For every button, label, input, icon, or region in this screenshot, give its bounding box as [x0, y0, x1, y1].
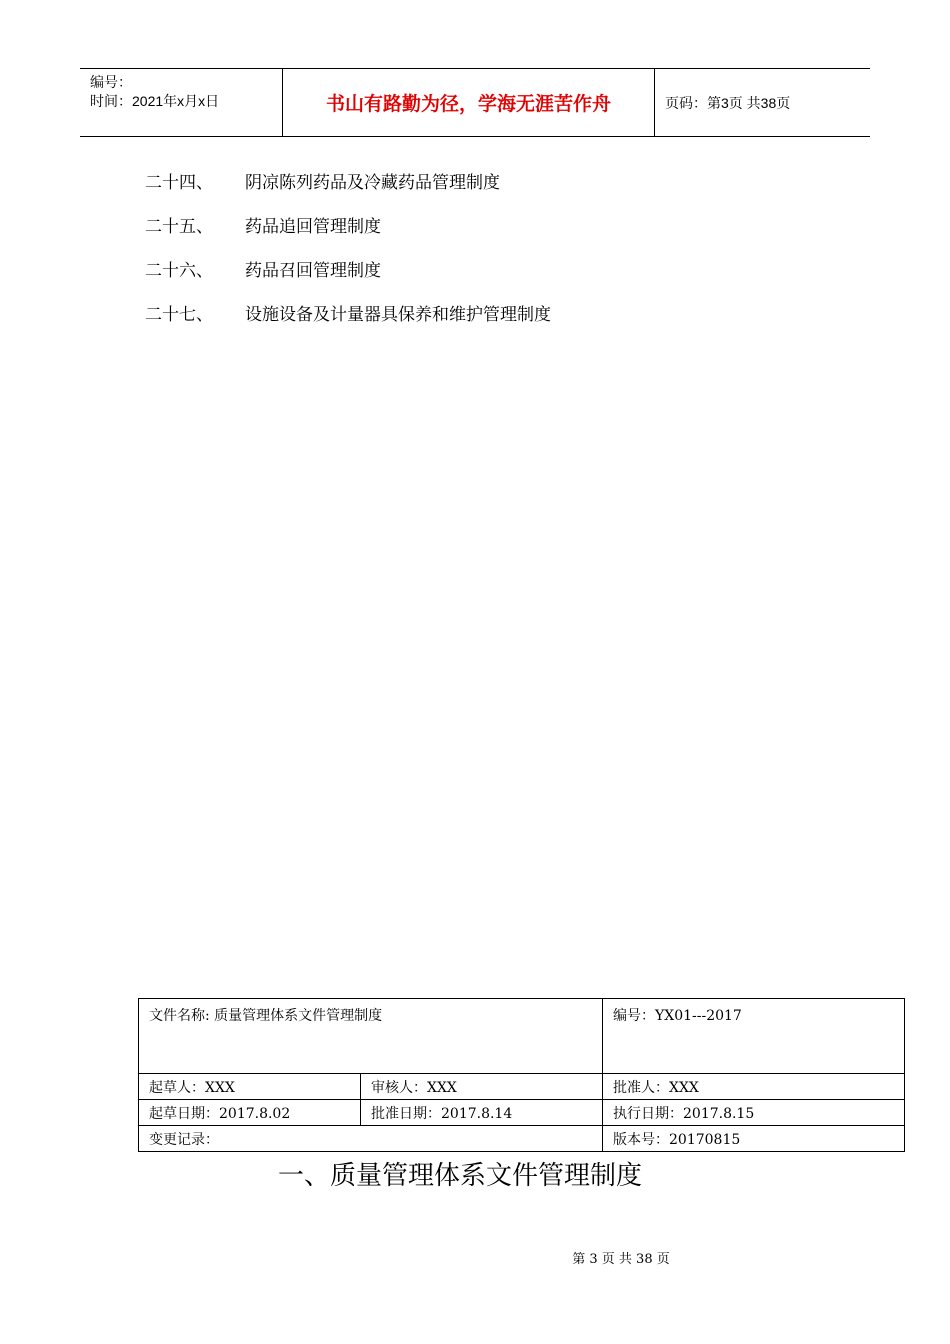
table-row — [139, 999, 905, 1074]
drafter-cell: 起草人：XXX — [139, 1074, 361, 1100]
header-motto: 书山有路勤为径，学海无涯苦作舟 — [282, 69, 655, 136]
table-row — [139, 1074, 905, 1100]
toc-item — [145, 290, 551, 334]
doc-number-cell: 编号：YX01---2017 — [603, 999, 905, 1074]
approver-cell: 批准人：XXX — [603, 1074, 905, 1100]
header-meta — [80, 69, 282, 136]
document-info-table — [138, 998, 905, 1152]
toc-item-title: 阴凉陈列药品及冷藏药品管理制度 — [245, 172, 500, 193]
approve-date-cell: 批准日期：2017.8.14 — [361, 1100, 603, 1126]
toc-list — [145, 158, 551, 334]
toc-item — [145, 246, 551, 290]
version-cell: 版本号：20170815 — [603, 1126, 905, 1152]
reviewer-cell: 审核人：XXX — [361, 1074, 603, 1100]
table-row — [139, 1126, 905, 1152]
toc-item-number: 二十七、 — [145, 304, 213, 325]
toc-item — [145, 158, 551, 202]
change-record-cell: 变更记录： — [139, 1126, 603, 1152]
toc-item-number: 二十四、 — [145, 172, 213, 193]
draft-date-cell: 起草日期：2017.8.02 — [139, 1100, 361, 1126]
toc-item-number: 二十六、 — [145, 260, 213, 281]
header-number-label: 编号： — [90, 74, 132, 90]
header-time-label: 时间：2021年x月x日 — [90, 93, 220, 109]
document-title: 一、质量管理体系文件管理制度 — [277, 1161, 642, 1191]
table-row — [139, 1100, 905, 1126]
toc-item-title: 药品召回管理制度 — [245, 260, 381, 281]
header-page-label: 页码：第3页 共38页 — [665, 94, 791, 111]
page-header — [80, 68, 870, 137]
exec-date-cell: 执行日期：2017.8.15 — [603, 1100, 905, 1126]
toc-item-title: 药品追回管理制度 — [245, 216, 381, 237]
toc-item-title: 设施设备及计量器具保养和维护管理制度 — [245, 304, 551, 325]
file-name-cell: 文件名称: 质量管理体系文件管理制度 — [139, 999, 603, 1074]
page-footer: 第 3 页 共 38 页 — [572, 1252, 670, 1267]
toc-item — [145, 202, 551, 246]
toc-item-number: 二十五、 — [145, 216, 213, 237]
